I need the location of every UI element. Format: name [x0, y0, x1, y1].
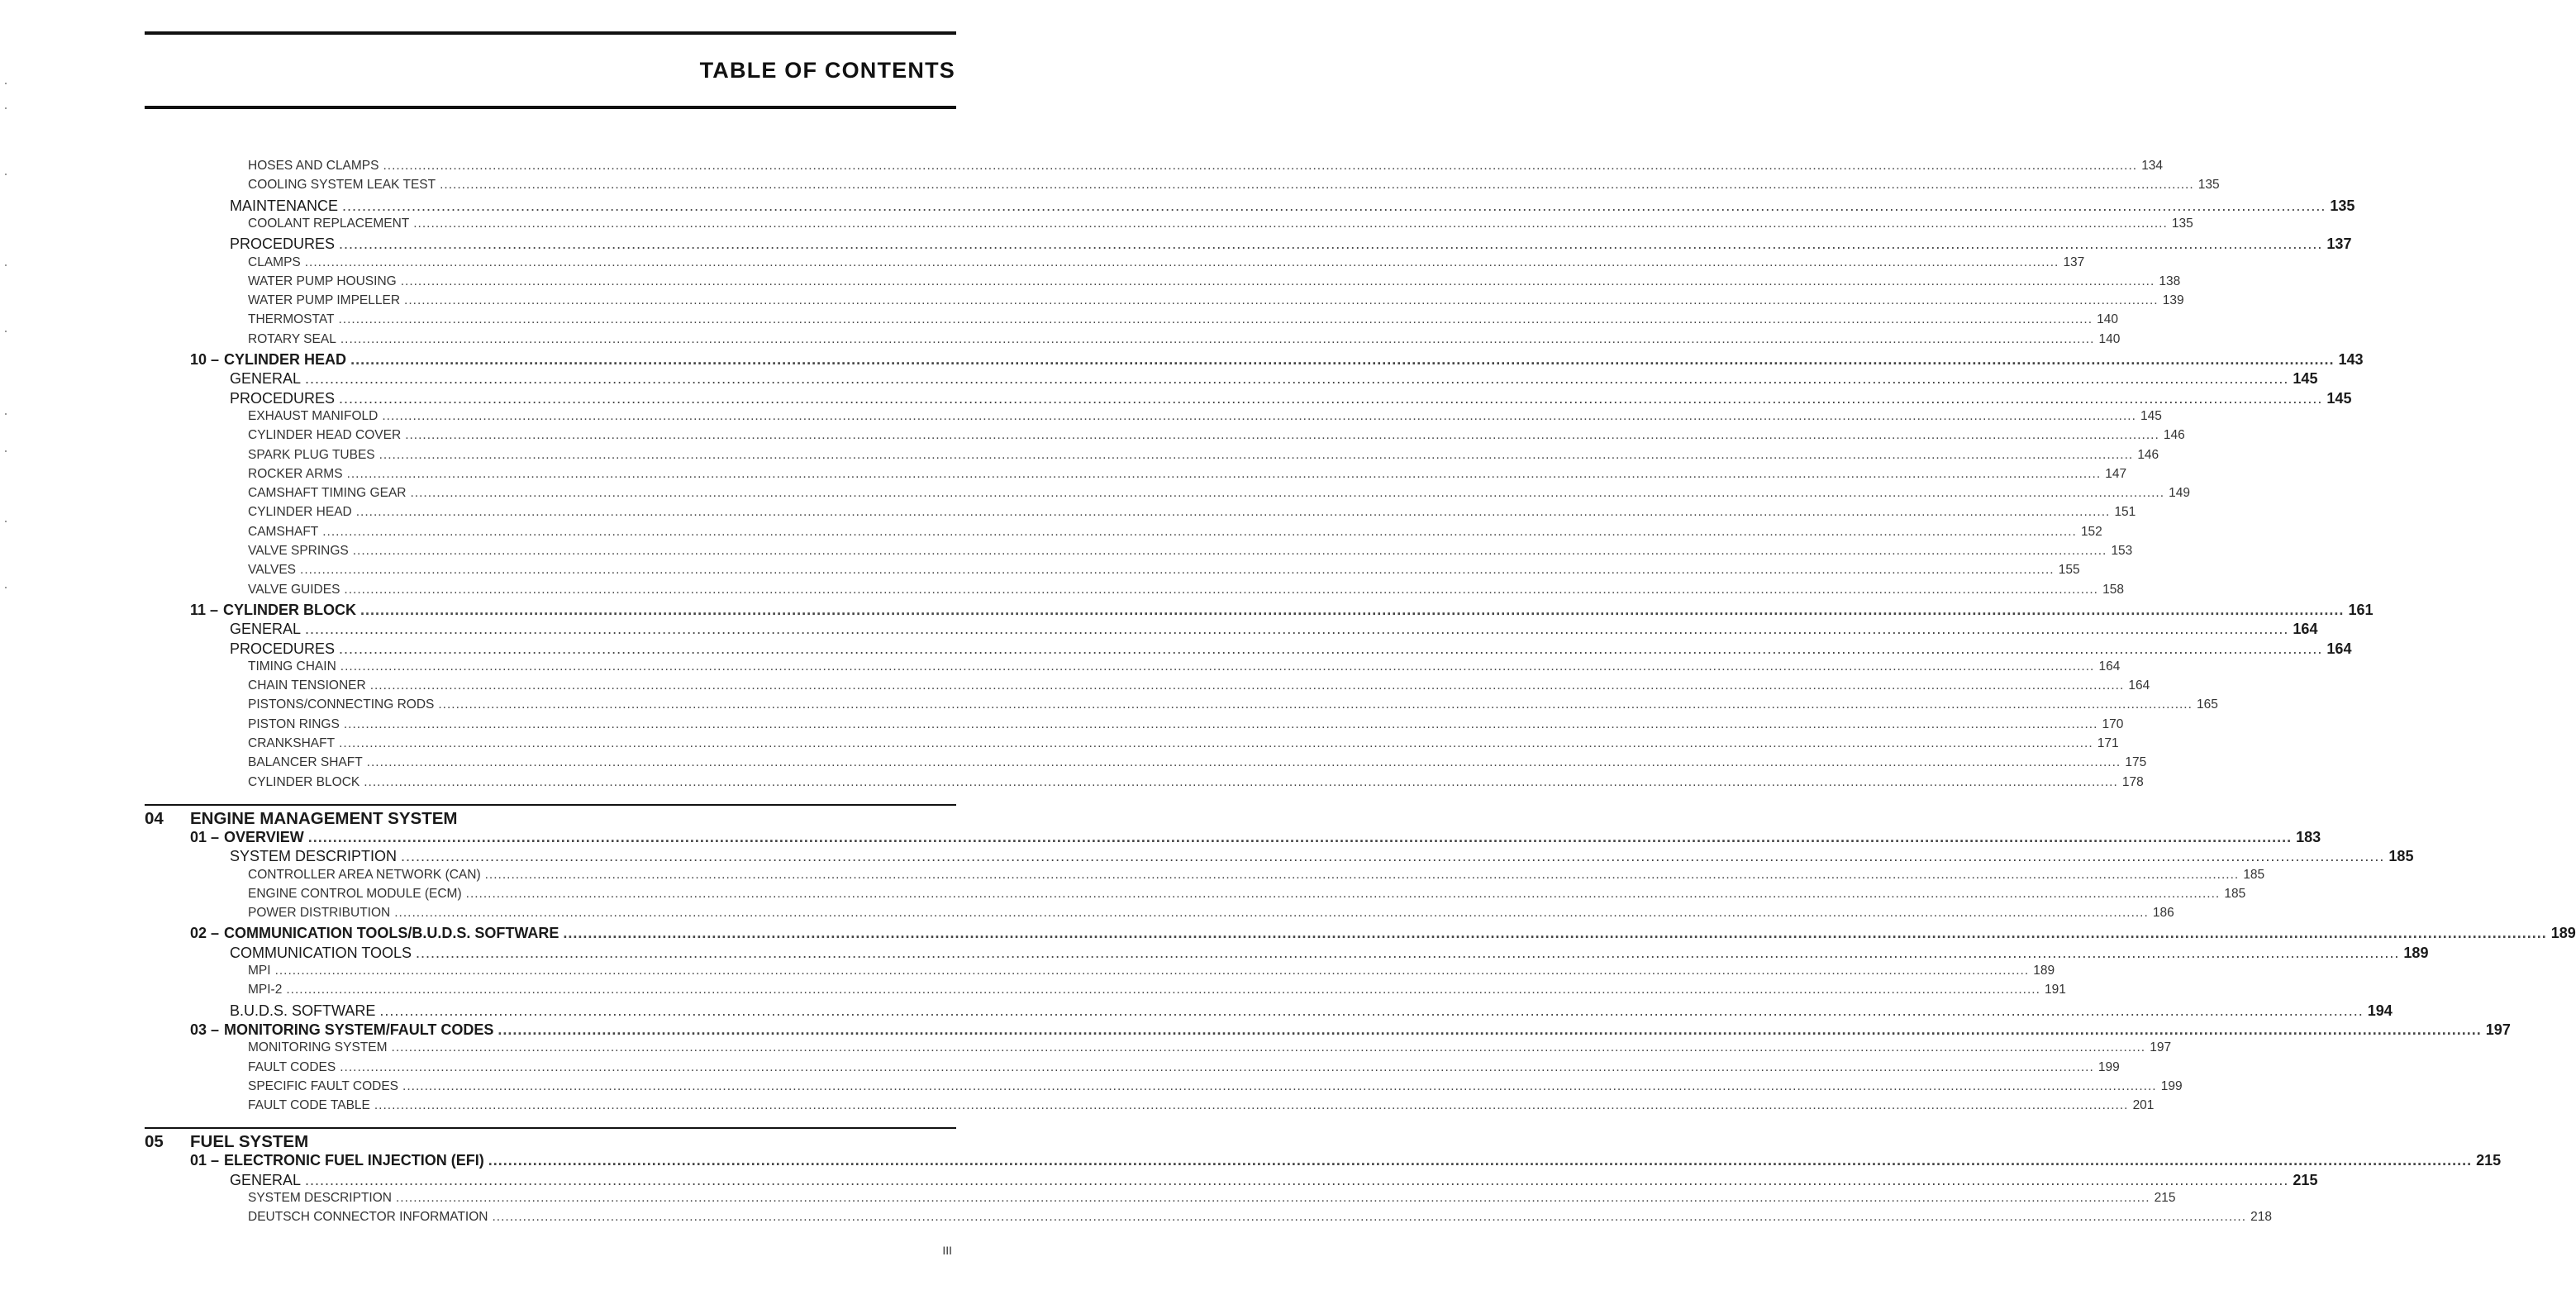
- dot-leader: ................................................................................................................................................................................................................................................................................................................................................................................................................: [366, 755, 2121, 770]
- toc-entry-level-3[interactable]: [248, 755, 2147, 774]
- toc-entry-label: CYLINDER HEAD: [224, 351, 347, 368]
- toc-entry-label: BALANCER SHAFT: [248, 755, 363, 770]
- toc-entry-label: CRANKSHAFT: [248, 736, 336, 750]
- toc-entry-page: 194: [2367, 1002, 2393, 1019]
- section-number: 04: [145, 808, 164, 828]
- section-divider: [145, 804, 956, 806]
- toc-entry-level-3[interactable]: [248, 447, 2159, 466]
- toc-entry-label: ROCKER ARMS: [248, 466, 343, 481]
- dot-leader: ................................................................................................................................................................................................................................................................................................................................................................................................................: [307, 828, 2293, 845]
- toc-entry-page: 146: [2137, 447, 2159, 462]
- dot-leader: ................................................................................................................................................................................................................................................................................................................................................................................................................: [340, 331, 2095, 346]
- toc-entry-level-3[interactable]: [248, 159, 2164, 177]
- toc-entry-page: 189: [2033, 964, 2055, 978]
- toc-entry-page: 189: [2403, 944, 2429, 961]
- toc-entry-level-3[interactable]: [248, 408, 2162, 427]
- dot-leader: ................................................................................................................................................................................................................................................................................................................................................................................................................: [374, 1098, 2129, 1113]
- dot-leader: ................................................................................................................................................................................................................................................................................................................................................................................................................: [355, 505, 2111, 520]
- toc-entry-label: MONITORING SYSTEM: [248, 1040, 388, 1055]
- toc-entry-page: 137: [2326, 236, 2352, 253]
- dot-leader: ................................................................................................................................................................................................................................................................................................................................................................................................................: [410, 486, 2165, 501]
- dot-leader: ................................................................................................................................................................................................................................................................................................................................................................................................................: [322, 524, 2077, 539]
- dot-leader: ................................................................................................................................................................................................................................................................................................................................................................................................................: [274, 964, 2030, 978]
- dot-leader: ................................................................................................................................................................................................................................................................................................................................................................................................................: [369, 678, 2125, 693]
- toc-entry-label: WATER PUMP IMPELLER: [248, 293, 401, 308]
- dot-leader: ................................................................................................................................................................................................................................................................................................................................................................................................................: [340, 659, 2095, 674]
- toc-entry-level-1[interactable]: [190, 828, 2321, 849]
- toc-entry-label: CYLINDER HEAD COVER: [248, 428, 402, 443]
- toc-entry-level-3[interactable]: [248, 1210, 2273, 1228]
- dot-leader: ................................................................................................................................................................................................................................................................................................................................................................................................................: [339, 640, 2323, 657]
- toc-entry-page: 183: [2296, 828, 2321, 845]
- dot-leader: ................................................................................................................................................................................................................................................................................................................................................................................................................: [379, 447, 2134, 462]
- toc-entry-page: 191: [2045, 983, 2066, 997]
- toc-entry-label: CYLINDER BLOCK: [248, 774, 360, 789]
- toc-entry-page: 215: [2154, 1191, 2176, 1205]
- dot-leader: ................................................................................................................................................................................................................................................................................................................................................................................................................: [488, 1152, 2473, 1169]
- dot-leader: ................................................................................................................................................................................................................................................................................................................................................................................................................: [438, 697, 2193, 712]
- dot-leader: ................................................................................................................................................................................................................................................................................................................................................................................................................: [492, 1210, 2247, 1225]
- toc-entry-page: 151: [2114, 505, 2136, 520]
- toc-entry-label: WATER PUMP HOUSING: [248, 274, 397, 288]
- toc-entry-page: 145: [2293, 370, 2318, 388]
- toc-entry-page: 135: [2171, 216, 2193, 231]
- toc-entry-page: 165: [2197, 697, 2218, 712]
- toc-entry-level-3[interactable]: [248, 678, 2150, 697]
- toc-entry-page: 145: [2326, 389, 2352, 407]
- toc-entry-label: CYLINDER HEAD: [248, 505, 352, 520]
- toc-entry-level-3[interactable]: [248, 1078, 2183, 1097]
- dot-leader: ................................................................................................................................................................................................................................................................................................................................................................................................................: [339, 736, 2093, 750]
- toc-entry-label: THERMOSTAT: [248, 312, 335, 327]
- toc-entry-label: MPI-2: [248, 983, 283, 997]
- dot-leader: ................................................................................................................................................................................................................................................................................................................................................................................................................: [300, 563, 2055, 578]
- toc-entry-page: 170: [2102, 716, 2124, 731]
- dot-leader: ................................................................................................................................................................................................................................................................................................................................................................................................................: [352, 544, 2107, 558]
- toc-entry-page: 185: [2388, 848, 2414, 865]
- toc-entry-level-3[interactable]: [248, 716, 2124, 735]
- toc-entry-level-1[interactable]: [190, 601, 2374, 621]
- toc-entry-level-3[interactable]: [248, 524, 2102, 543]
- toc-entry-level-3[interactable]: [248, 736, 2119, 754]
- toc-entry-level-3[interactable]: [248, 563, 2080, 581]
- toc-entry-level-3[interactable]: [248, 255, 2085, 274]
- dot-leader: ................................................................................................................................................................................................................................................................................................................................................................................................................: [305, 1171, 2289, 1188]
- toc-entry-label: SYSTEM DESCRIPTION: [230, 848, 398, 865]
- dot-leader: ................................................................................................................................................................................................................................................................................................................................................................................................................: [395, 1191, 2150, 1205]
- toc-entry-level-3[interactable]: [248, 1098, 2155, 1116]
- toc-entry-page: 175: [2125, 755, 2147, 770]
- toc-entry-label: FAULT CODE TABLE: [248, 1098, 370, 1113]
- toc-entry-label: GENERAL: [230, 1171, 302, 1188]
- toc-entry-label: COMMUNICATION TOOLS: [230, 944, 412, 961]
- section-title: ENGINE MANAGEMENT SYSTEM: [190, 808, 458, 828]
- toc-entry-page: 161: [2348, 601, 2374, 618]
- toc-entry-page: 164: [2326, 640, 2352, 657]
- toc-entry-label: VALVE GUIDES: [248, 582, 340, 597]
- toc-entry-level-3[interactable]: [248, 1040, 2172, 1059]
- dot-leader: ................................................................................................................................................................................................................................................................................................................................................................................................................: [360, 601, 2345, 618]
- toc-entry-page: 215: [2293, 1171, 2318, 1188]
- toc-entry-page: 164: [2293, 621, 2318, 638]
- toc-entry-page: 149: [2169, 486, 2191, 501]
- toc-entry-page: 143: [2338, 351, 2364, 368]
- toc-entry-label: COOLING SYSTEM LEAK TEST: [248, 178, 436, 193]
- toc-entry-label: SYSTEM DESCRIPTION: [248, 1191, 392, 1205]
- toc-entry-page: 140: [2097, 312, 2119, 327]
- toc-entry-label: MPI: [248, 964, 271, 978]
- dot-leader: ................................................................................................................................................................................................................................................................................................................................................................................................................: [339, 236, 2323, 253]
- toc-entry-level-3[interactable]: [248, 906, 2174, 924]
- toc-entry-label: EXHAUST MANIFOLD: [248, 408, 379, 423]
- dot-leader: ................................................................................................................................................................................................................................................................................................................................................................................................................: [400, 274, 2155, 288]
- toc-entry-page: 146: [2163, 428, 2185, 443]
- toc-entry-level-2[interactable]: [230, 1002, 2393, 1022]
- page-title: TABLE OF CONTENTS: [699, 58, 955, 83]
- dot-leader: ................................................................................................................................................................................................................................................................................................................................................................................................................: [401, 848, 2385, 865]
- toc-entry-level-3[interactable]: [248, 886, 2246, 905]
- toc-entry-level-3[interactable]: [248, 544, 2133, 562]
- toc-entry-page: 135: [2330, 197, 2355, 214]
- toc-entry-label: VALVES: [248, 563, 297, 578]
- toc-entry-level-2[interactable]: [230, 944, 2429, 964]
- toc-entry-label: CHAIN TENSIONER: [248, 678, 366, 693]
- toc-entry-page: 158: [2102, 582, 2124, 597]
- toc-entry-page: 199: [2097, 1059, 2120, 1074]
- toc-entry-level-3[interactable]: [248, 964, 2055, 982]
- toc-entry-label: PROCEDURES: [230, 389, 336, 407]
- dot-leader: ................................................................................................................................................................................................................................................................................................................................................................................................................: [338, 312, 2093, 327]
- dot-leader: ................................................................................................................................................................................................................................................................................................................................................................................................................: [350, 351, 2335, 368]
- toc-entry-label: SPARK PLUG TUBES: [248, 447, 375, 462]
- toc-entry-level-2[interactable]: [230, 389, 2352, 410]
- dot-leader: ................................................................................................................................................................................................................................................................................................................................................................................................................: [405, 428, 2159, 443]
- toc-entry-label: CONTROLLER AREA NETWORK (CAN): [248, 867, 481, 882]
- dot-leader: ................................................................................................................................................................................................................................................................................................................................................................................................................: [563, 925, 2547, 942]
- scan-margin-marks: [5, 74, 8, 620]
- dot-leader: ................................................................................................................................................................................................................................................................................................................................................................................................................: [305, 621, 2289, 638]
- toc-entry-level-2[interactable]: [230, 848, 2414, 868]
- section-number: 05: [145, 1132, 164, 1152]
- toc-entry-level-3[interactable]: [248, 505, 2136, 523]
- toc-entry-level-3[interactable]: [248, 983, 2066, 1001]
- toc-entry-level-3[interactable]: [248, 293, 2184, 312]
- toc-entry-level-3[interactable]: [248, 1191, 2176, 1209]
- toc-entry-level-3[interactable]: [248, 466, 2127, 485]
- toc-entry-label: COOLANT REPLACEMENT: [248, 216, 410, 231]
- toc-entry-label: PISTON RINGS: [248, 716, 340, 731]
- dot-leader: ................................................................................................................................................................................................................................................................................................................................................................................................................: [339, 389, 2323, 407]
- chapter-number: 01 –: [190, 828, 220, 845]
- toc-entry-page: 215: [2476, 1152, 2502, 1169]
- dot-leader: ................................................................................................................................................................................................................................................................................................................................................................................................................: [416, 944, 2400, 961]
- dot-leader: ................................................................................................................................................................................................................................................................................................................................................................................................................: [343, 716, 2098, 731]
- toc-entry-page: 134: [2141, 159, 2164, 173]
- toc-entry-page: 145: [2140, 408, 2162, 423]
- dot-leader: ................................................................................................................................................................................................................................................................................................................................................................................................................: [340, 1059, 2094, 1074]
- toc-entry-level-1[interactable]: [190, 351, 2364, 371]
- toc-entry-page: 197: [2150, 1040, 2172, 1055]
- toc-entry-page: 139: [2162, 293, 2184, 308]
- dot-leader: ................................................................................................................................................................................................................................................................................................................................................................................................................: [465, 886, 2221, 901]
- chapter-number: 02 –: [190, 925, 220, 942]
- toc-entry-label: MAINTENANCE: [230, 197, 339, 214]
- dot-leader: ................................................................................................................................................................................................................................................................................................................................................................................................................: [286, 983, 2040, 997]
- toc-entry-page: 186: [2152, 906, 2174, 921]
- dot-leader: ................................................................................................................................................................................................................................................................................................................................................................................................................: [304, 255, 2059, 269]
- toc-entry-label: VALVE SPRINGS: [248, 544, 349, 558]
- toc-entry-label: HOSES AND CLAMPS: [248, 159, 379, 173]
- toc-entry-level-3[interactable]: [248, 659, 2121, 678]
- toc-entry-page: 147: [2105, 466, 2127, 481]
- section-divider: [145, 1127, 956, 1129]
- toc-entry-level-2[interactable]: [230, 236, 2352, 255]
- toc-entry-page: 153: [2111, 544, 2133, 558]
- toc-entry-label: CLAMPS: [248, 255, 301, 269]
- toc-entry-label: COMMUNICATION TOOLS/B.U.D.S. SOFTWARE: [224, 925, 559, 942]
- chapter-number: 01 –: [190, 1152, 220, 1169]
- toc-entry-level-3[interactable]: [248, 867, 2265, 886]
- chapter-number: 11 –: [190, 601, 219, 618]
- dot-leader: ................................................................................................................................................................................................................................................................................................................................................................................................................: [379, 1002, 2364, 1019]
- toc-entry-page: 164: [2098, 659, 2121, 674]
- toc-entry-level-3[interactable]: [248, 274, 2181, 293]
- toc-entry-label: MONITORING SYSTEM/FAULT CODES: [224, 1021, 494, 1038]
- dot-leader: ................................................................................................................................................................................................................................................................................................................................................................................................................: [382, 408, 2136, 423]
- toc-entry-label: TIMING CHAIN: [248, 659, 336, 674]
- toc-entry-level-3[interactable]: [248, 486, 2191, 504]
- toc-entry-page: 171: [2097, 736, 2119, 750]
- dot-leader: ................................................................................................................................................................................................................................................................................................................................................................................................................: [440, 178, 2194, 193]
- toc-entry-level-1[interactable]: [190, 1152, 2502, 1172]
- toc-entry-label: OVERVIEW: [224, 828, 304, 845]
- toc-entry-level-1[interactable]: [190, 925, 2576, 945]
- toc-entry-level-1[interactable]: [190, 1021, 2511, 1041]
- toc-entry-level-3[interactable]: [248, 774, 2144, 793]
- page-number: III: [942, 1244, 952, 1257]
- dot-leader: ................................................................................................................................................................................................................................................................................................................................................................................................................: [391, 1040, 2146, 1055]
- toc-entry-label: POWER DISTRIBUTION: [248, 906, 391, 921]
- toc-entry-level-2[interactable]: [230, 197, 2355, 217]
- toc-entry-label: GENERAL: [230, 621, 302, 638]
- toc-entry-page: 137: [2063, 255, 2085, 269]
- toc-entry-level-3[interactable]: [248, 582, 2124, 601]
- dot-leader: ................................................................................................................................................................................................................................................................................................................................................................................................................: [498, 1021, 2482, 1038]
- toc-entry-level-3[interactable]: [248, 1059, 2120, 1078]
- toc-entry-page: 135: [2197, 178, 2220, 193]
- toc-entry-page: 155: [2058, 563, 2080, 578]
- toc-entry-label: ROTARY SEAL: [248, 331, 336, 346]
- toc-entry-level-3[interactable]: [248, 178, 2220, 196]
- toc-entry-page: 138: [2159, 274, 2181, 288]
- dot-leader: ................................................................................................................................................................................................................................................................................................................................................................................................................: [346, 466, 2102, 481]
- toc-entry-label: FAULT CODES: [248, 1059, 336, 1074]
- toc-entry-page: 140: [2098, 331, 2121, 346]
- toc-entry-page: 197: [2485, 1021, 2511, 1038]
- dot-leader: ................................................................................................................................................................................................................................................................................................................................................................................................................: [402, 1078, 2157, 1093]
- toc-entry-level-3[interactable]: [248, 428, 2185, 446]
- toc-entry-level-2[interactable]: [230, 640, 2352, 660]
- dot-leader: ................................................................................................................................................................................................................................................................................................................................................................................................................: [404, 293, 2159, 308]
- toc-entry-level-2[interactable]: [230, 1171, 2318, 1192]
- toc-entry-level-3[interactable]: [248, 697, 2218, 716]
- toc-entry-label: CAMSHAFT TIMING GEAR: [248, 486, 407, 501]
- toc-entry-page: 185: [2224, 886, 2246, 901]
- toc-entry-label: B.U.D.S. SOFTWARE: [230, 1002, 376, 1019]
- toc-entry-label: ELECTRONIC FUEL INJECTION (EFI): [224, 1152, 484, 1169]
- toc-entry-page: 152: [2080, 524, 2102, 539]
- toc-entry-label: GENERAL: [230, 370, 302, 388]
- toc-entry-page: 164: [2128, 678, 2150, 693]
- dot-leader: ................................................................................................................................................................................................................................................................................................................................................................................................................: [344, 582, 2098, 597]
- toc-entry-label: CAMSHAFT: [248, 524, 319, 539]
- toc-entry-label: SPECIFIC FAULT CODES: [248, 1078, 399, 1093]
- dot-leader: ................................................................................................................................................................................................................................................................................................................................................................................................................: [413, 216, 2168, 231]
- toc-entry-level-3[interactable]: [248, 216, 2193, 235]
- toc-entry-label: DEUTSCH CONNECTOR INFORMATION: [248, 1210, 488, 1225]
- toc-entry-page: 218: [2250, 1210, 2273, 1225]
- dot-leader: ................................................................................................................................................................................................................................................................................................................................................................................................................: [364, 774, 2118, 789]
- dot-leader: ................................................................................................................................................................................................................................................................................................................................................................................................................: [305, 370, 2289, 388]
- toc-entry-label: CYLINDER BLOCK: [223, 601, 357, 618]
- toc-entry-page: 201: [2132, 1098, 2155, 1113]
- toc-entry-page: 185: [2243, 867, 2265, 882]
- toc-entry-level-2[interactable]: [230, 621, 2318, 640]
- chapter-number: 10 –: [190, 351, 220, 368]
- chapter-number: 03 –: [190, 1021, 220, 1038]
- toc-entry-level-3[interactable]: [248, 331, 2121, 350]
- toc-entry-page: 178: [2121, 774, 2144, 789]
- toc-entry-label: ENGINE CONTROL MODULE (ECM): [248, 886, 462, 901]
- toc-entry-label: PROCEDURES: [230, 640, 336, 657]
- section-title: FUEL SYSTEM: [190, 1132, 309, 1152]
- dot-leader: ................................................................................................................................................................................................................................................................................................................................................................................................................: [342, 197, 2326, 214]
- dot-leader: ................................................................................................................................................................................................................................................................................................................................................................................................................: [484, 867, 2240, 882]
- toc-entry-level-3[interactable]: [248, 312, 2119, 331]
- dot-leader: ................................................................................................................................................................................................................................................................................................................................................................................................................: [394, 906, 2149, 921]
- toc-entry-page: 189: [2550, 925, 2576, 942]
- toc-entry-label: PROCEDURES: [230, 236, 336, 253]
- dot-leader: ................................................................................................................................................................................................................................................................................................................................................................................................................: [383, 159, 2138, 173]
- toc-entry-page: 199: [2160, 1078, 2183, 1093]
- toc-entry-label: PISTONS/CONNECTING RODS: [248, 697, 435, 712]
- toc-entry-level-2[interactable]: [230, 370, 2318, 390]
